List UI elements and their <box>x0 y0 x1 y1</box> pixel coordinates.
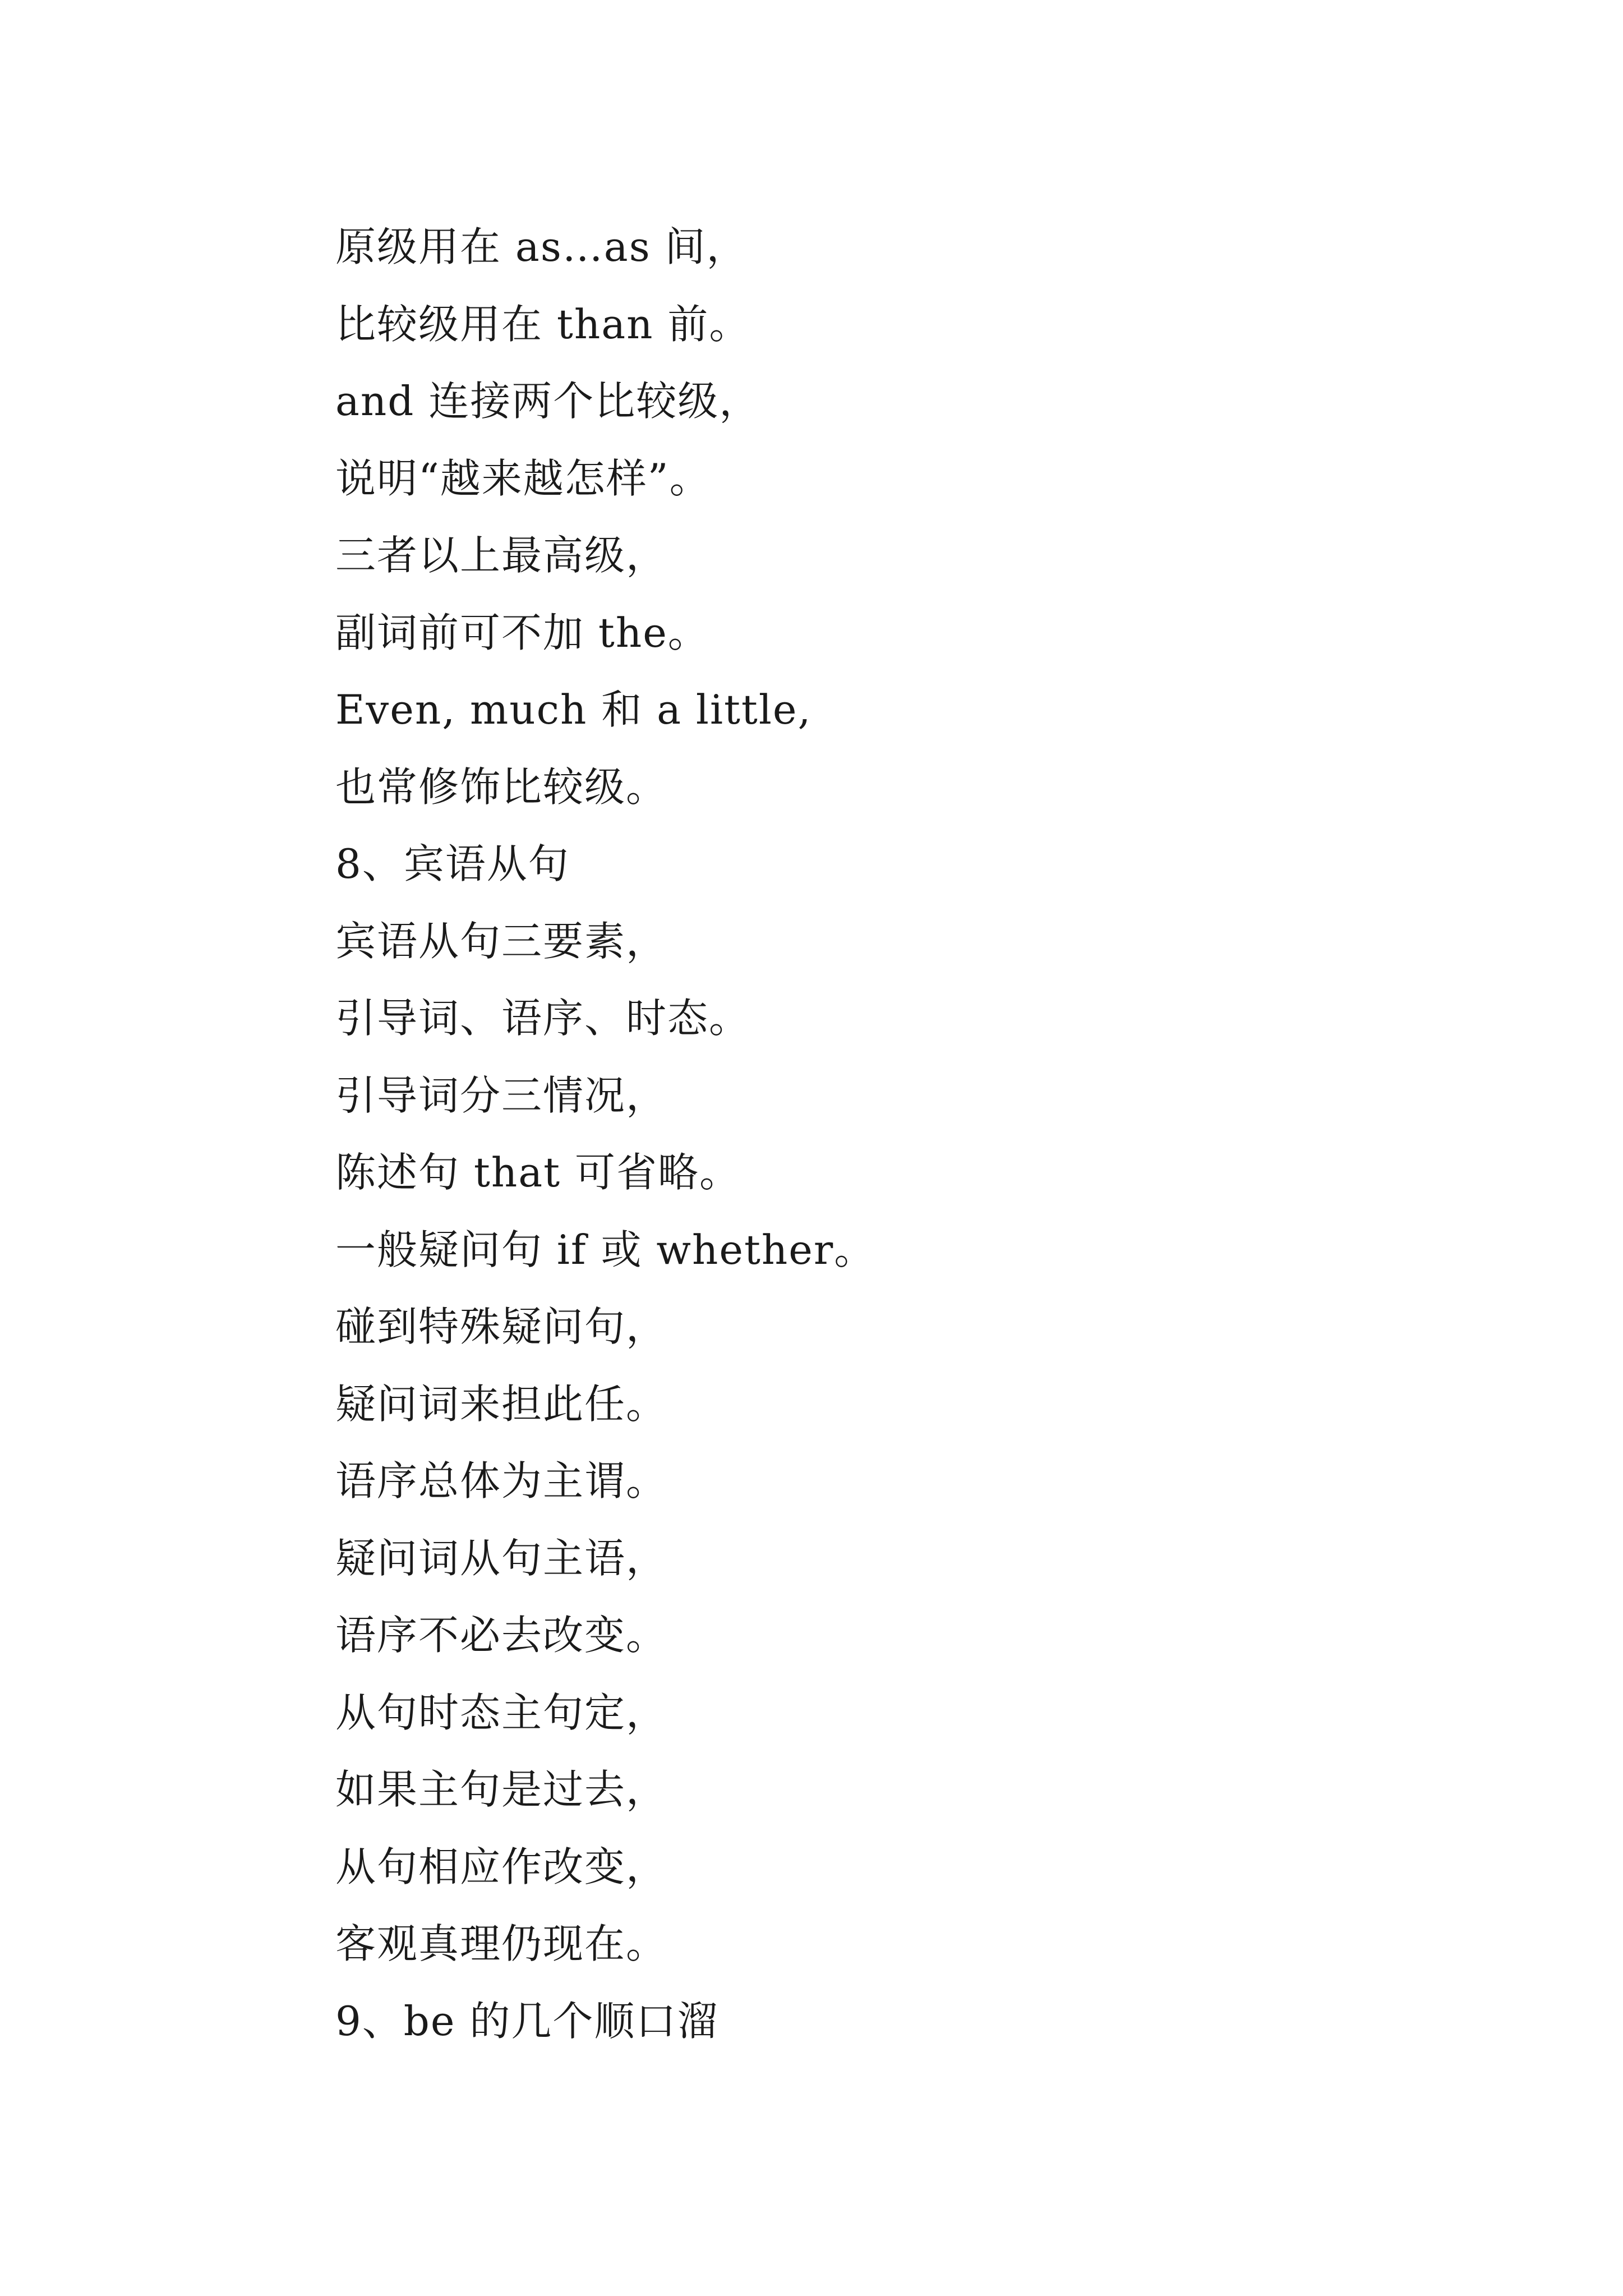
text-line: 引导词分三情况， <box>335 1071 668 1119</box>
text-line: 疑问词从句主语， <box>335 1534 668 1582</box>
text-line: 客观真理仍现在。 <box>335 1920 668 1967</box>
text-line: 也常修饰比较级。 <box>335 763 668 811</box>
text-line: 说明“越来越怎样”。 <box>335 454 711 502</box>
text-line: 疑问词来担此任。 <box>335 1380 668 1428</box>
text-line: 从句相应作改变， <box>335 1843 668 1890</box>
section-heading: 8、宾语从句 <box>335 840 570 887</box>
text-line: 如果主句是过去， <box>335 1766 668 1813</box>
text-line: 陈述句 that 可省略。 <box>335 1149 741 1196</box>
text-body <box>335 209 1513 2060</box>
text-line: 比较级用在 than 前。 <box>335 300 751 348</box>
text-line: 语序不必去改变。 <box>335 1612 668 1659</box>
text-line: 一般疑问句 if 或 whether。 <box>335 1226 876 1273</box>
text-line: and 连接两个比较级， <box>335 378 761 425</box>
text-line: Even, much 和 a little, <box>335 686 812 733</box>
text-line: 语序总体为主谓。 <box>335 1457 668 1504</box>
text-line: 原级用在 as…as 间， <box>335 223 748 270</box>
text-line: 副词前可不加 the。 <box>335 609 709 656</box>
text-line: 宾语从句三要素， <box>335 917 668 965</box>
text-line: 碰到特殊疑问句， <box>335 1303 668 1350</box>
text-line: 三者以上最高级， <box>335 532 668 579</box>
text-line: 从句时态主句定， <box>335 1688 668 1736</box>
section-heading: 9、be 的几个顺口溜 <box>335 1997 719 2045</box>
text-line: 引导词、语序、时态。 <box>335 995 751 1042</box>
